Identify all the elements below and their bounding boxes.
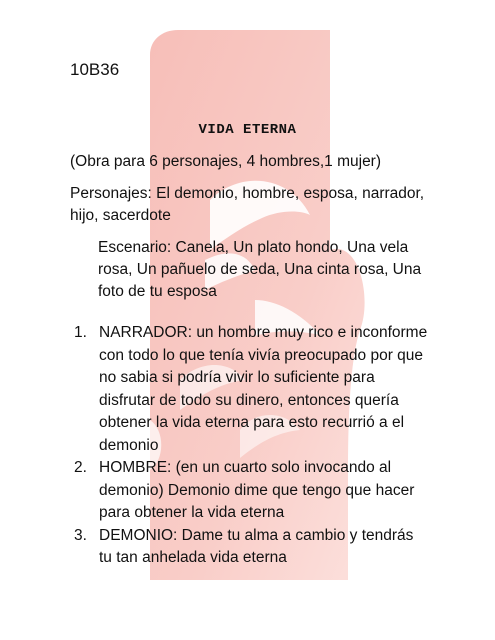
dialogue-list [70, 322, 430, 570]
list-item-text: HOMBRE: (en un cuarto solo invocando al demonio) Demonio dime que tengo que hacer para obtener la vida eterna [99, 459, 415, 521]
list-item [70, 322, 430, 457]
list-item-number: 3. [74, 526, 87, 544]
list-item [70, 457, 430, 525]
list-item [70, 525, 430, 570]
list-item-text: NARRADOR: un hombre muy rico e inconforme con todo lo que tenía vivía preocupado por que no sabia si podría vivir lo suficiente para disfrutar de todo su dinero, entonces quería obtener la vida eterna para esto recurrió a el demonio [99, 324, 428, 454]
characters-paragraph: Personajes: El demonio, hombre, esposa, narrador, hijo, sacerdote [70, 185, 425, 224]
scenery-paragraph: Escenario: Canela, Un plato hondo, Una vela rosa, Un pañuelo de seda, Una cinta rosa, Una foto de tu esposa [98, 239, 422, 300]
list-item-text: DEMONIO: Dame tu alma a cambio y tendrás tu tan anhelada vida eterna [99, 526, 414, 566]
list-item-number: 2. [74, 459, 87, 476]
document-code: 10B36 [70, 60, 120, 79]
document-subtitle: (Obra para 6 personajes, 4 hombres,1 mujer) [70, 153, 382, 170]
document-title: VIDA ETERNA [198, 122, 297, 138]
list-item-number: 1. [74, 324, 87, 341]
